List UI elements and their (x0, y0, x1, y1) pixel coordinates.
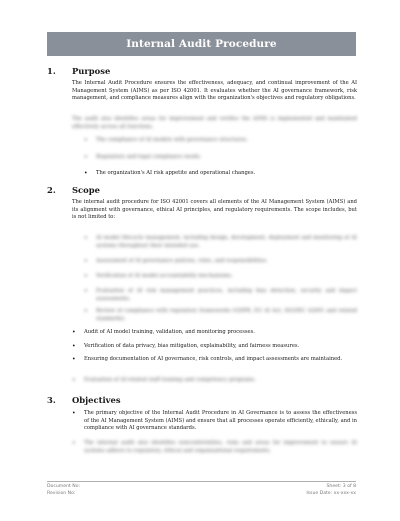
bullet-icon: • (72, 410, 76, 417)
list-item: • Ensuring documentation of AI governance, risk controls, and impact assessments are maintained. (72, 356, 343, 363)
bullet-icon: • (84, 137, 88, 144)
section-number: 3. (47, 395, 56, 405)
list-item: • Verification of data privacy, bias mitigation, explainability, and fairness measures. (72, 343, 300, 350)
bullet-icon: • (84, 170, 88, 177)
section-title: Objectives (72, 395, 121, 405)
bullet-icon: • (84, 154, 88, 161)
bullet-icon: • (72, 356, 76, 363)
footer-revision-no: Revision No: (47, 491, 76, 496)
bullet-icon: • (84, 273, 88, 280)
section-title: Purpose (72, 66, 111, 76)
section-heading-scope (47, 185, 100, 195)
bullet-icon: • (84, 288, 88, 295)
list-item: • The internal audit also identifies nonconformities, risks and areas for improvement to ensure AI systems adhere to regulatory, ethical and organizational requirements. (72, 440, 357, 454)
section-heading-purpose (47, 66, 110, 76)
list-item: • The organization's AI risk appetite and operational changes. (84, 170, 256, 177)
title-bar (47, 32, 356, 56)
list-item: • Assessment of AI governance policies, roles, and responsibilities. (84, 258, 268, 265)
list-item: • The compliance of AI models with governance structures. (84, 137, 248, 144)
section-number: 2. (47, 185, 56, 195)
page-title: Internal Audit Procedure (126, 38, 277, 50)
footer-sheet: Sheet: 3 of 8 (326, 484, 356, 489)
list-item: • Review of compliance with regulatory frameworks (GDPR, EU AI Act, ISO/IEC 42001 and related standards). (84, 308, 357, 322)
list-item: • Evaluation of AI-related staff training and competency programs. (72, 377, 256, 384)
bullet-icon: • (72, 440, 76, 447)
footer-issue-date: Issue Date: xx-xxx-xx (306, 491, 356, 496)
list-item: • AI model lifecycle management, including design, development, deployment and monitoring of AI systems throughout their intended use. (84, 235, 357, 249)
list-item: • The primary objective of the Internal Audit Procedure in AI Governance is to assess the effectiveness of the AI Management System (AIMS) and ensure that all processes operate efficiently, ethically, and in compliance with AI governance standards. (72, 410, 357, 432)
section-heading-objectives (47, 395, 121, 405)
list-item: • Verification of AI model accountability mechanisms. (84, 273, 233, 280)
bullet-icon: • (72, 329, 76, 336)
scope-paragraph: The internal audit procedure for ISO 42001 covers all elements of the AI Management System (AIMS) and its alignment with governance, ethical AI principles, and regulatory requirements. The scope includes, but is not limited to: (72, 199, 357, 221)
bullet-icon: • (84, 235, 88, 242)
list-item: • Regulatory and legal compliance needs. (84, 154, 202, 161)
purpose-paragraph: The Internal Audit Procedure ensures the effectiveness, adequacy, and continual improvement of the AI Management System (AIMS) as per ISO 42001. It evaluates whether the AI governance framework, risk management, and compliance measures align with the organization's objectives and regulatory obligations. (72, 80, 357, 102)
footer-divider (47, 481, 356, 482)
section-title: Scope (72, 185, 100, 195)
footer-document-no: Document No: (47, 484, 81, 489)
list-item: • Audit of AI model training, validation, and monitoring processes. (72, 329, 255, 336)
bullet-icon: • (72, 343, 76, 350)
purpose-blurred-paragraph: The audit also identifies areas for improvement and verifies the AIMS is implemented and maintained effectively across all functions. (72, 116, 357, 130)
bullet-icon: • (84, 258, 88, 265)
section-number: 1. (47, 66, 56, 76)
bullet-icon: • (72, 377, 76, 384)
bullet-icon: • (84, 308, 88, 315)
list-item: • Evaluation of AI risk management practices, including bias detection, security and impact assessments. (84, 288, 357, 302)
